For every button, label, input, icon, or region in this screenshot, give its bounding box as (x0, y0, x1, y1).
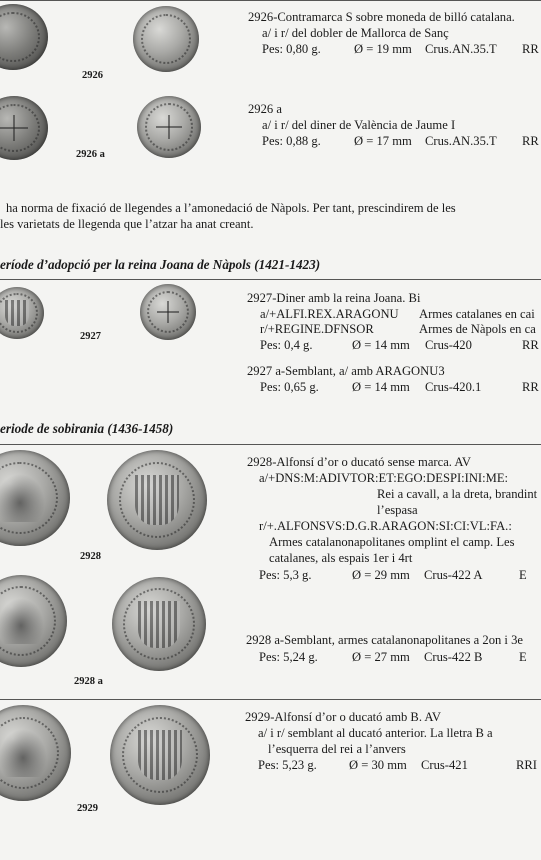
entry-2927a-title: 2927 a-Semblant, a/ amb ARAGONU3 (247, 364, 445, 378)
entry-2927a-weight: Pes: 0,65 g. (260, 380, 319, 394)
entry-2926a-ref: Crus.AN.35.T (425, 134, 497, 148)
entry-2926a-rarity: RR (522, 134, 539, 148)
entry-2927-weight: Pes: 0,4 g. (260, 338, 313, 352)
coin-2926a-caption: 2926 a (76, 149, 105, 160)
entry-2926-ref: Crus.AN.35.T (425, 42, 497, 56)
coin-2928-reverse (107, 450, 207, 550)
coin-2926-obverse (0, 4, 48, 70)
entry-2929-diameter: Ø = 30 mm (349, 758, 407, 772)
entry-2929-weight: Pes: 5,23 g. (258, 758, 317, 772)
coin-2926-caption: 2926 (82, 70, 103, 81)
entry-2926a-weight: Pes: 0,88 g. (262, 134, 321, 148)
entry-2928-ref: Crus-422 A (424, 568, 483, 582)
coin-2928a-obverse (0, 575, 67, 667)
entry-2928a-rarity: E (519, 650, 527, 664)
entry-2928-reverse-desc-1: Armes catalanonapolitanes omplint el camp. Les (269, 535, 515, 549)
entry-2926a-desc: a/ i r/ del diner de València de Jaume I (262, 118, 456, 132)
entry-2926a-diameter: Ø = 17 mm (354, 134, 412, 148)
entry-2928-obverse-desc-2: l’espasa (377, 503, 418, 517)
entry-2928-title: 2928-Alfonsí d’or o ducató sense marca. AV (247, 455, 471, 469)
coin-2928a-reverse (112, 577, 206, 671)
entry-2929-rarity: RRI (516, 758, 537, 772)
coin-2928-caption: 2928 (80, 551, 101, 562)
coin-2929-obverse (0, 705, 71, 801)
top-rule (0, 0, 541, 1)
entry-2926-desc: a/ i r/ del dobler de Mallorca de Sanç (262, 26, 449, 40)
entry-2928-reverse-desc-2: catalanes, als espais 1er i 4rt (269, 551, 413, 565)
coin-2926-reverse (133, 6, 199, 72)
entry-2929-desc-1: a/ i r/ semblant al ducató anterior. La lletra B a (258, 726, 493, 740)
section-rule-1 (0, 279, 541, 280)
coin-2929-reverse (110, 705, 210, 805)
section-rule-3 (0, 699, 541, 700)
entry-2928a-diameter: Ø = 27 mm (352, 650, 410, 664)
intro-paragraph-line-1: ha norma de fixació de llegendes a l’amonedació de Nàpols. Per tant, prescindirem de les (6, 201, 456, 215)
entry-2928-obverse-legend: a/+DNS:M:ADIVTOR:ET:EGO:DESPI:INI:ME: (259, 471, 509, 485)
entry-2928a-weight: Pes: 5,24 g. (259, 650, 318, 664)
coin-2926a-reverse (137, 96, 201, 158)
entry-2926-weight: Pes: 0,80 g. (262, 42, 321, 56)
entry-2929-desc-2: l’esquerra del rei a l’anvers (268, 742, 406, 756)
section-rule-2 (0, 444, 541, 445)
entry-2926-rarity: RR (522, 42, 539, 56)
entry-2928a-ref: Crus-422 B (424, 650, 483, 664)
entry-2927-title: 2927-Diner amb la reina Joana. Bi (247, 291, 421, 305)
section-heading-adoption: eríode d’adopció per la reina Joana de Nàpols (1421-1423) (0, 257, 321, 272)
section-heading-sovereignty: eriode de sobirania (1436-1458) (0, 421, 174, 436)
entry-2927-rarity: RR (522, 338, 539, 352)
entry-2928-reverse-legend: r/+.ALFONSVS:D.G.R.ARAGON:SI:CI:VL:FA.: (259, 519, 512, 533)
entry-2926a-title: 2926 a (248, 102, 282, 116)
entry-2927-obverse-legend: a/+ALFI.REX.ARAGONU (260, 307, 399, 321)
entry-2927-diameter: Ø = 14 mm (352, 338, 410, 352)
coin-2928-obverse (0, 450, 70, 546)
entry-2928-diameter: Ø = 29 mm (352, 568, 410, 582)
coin-2927-obverse (0, 287, 44, 339)
entry-2927a-diameter: Ø = 14 mm (352, 380, 410, 394)
intro-paragraph-line-2: les varietats de llegenda que l’atzar ha anat creant. (0, 217, 254, 231)
entry-2927-reverse-legend: r/+REGINE.DFNSOR (260, 322, 374, 336)
entry-2927a-rarity: RR (522, 380, 539, 394)
entry-2927-reverse-desc: Armes de Nàpols en ca (419, 322, 536, 336)
coin-2927-caption: 2927 (80, 331, 101, 342)
coin-2926a-obverse (0, 96, 48, 160)
coin-2927-reverse (140, 284, 196, 340)
entry-2927-obverse-desc: Armes catalanes en cai (419, 307, 535, 321)
coin-2928a-caption: 2928 a (74, 676, 103, 687)
entry-2928-rarity: E (519, 568, 527, 582)
entry-2929-title: 2929-Alfonsí d’or o ducató amb B. AV (245, 710, 442, 724)
entry-2928-weight: Pes: 5,3 g. (259, 568, 312, 582)
entry-2927-ref: Crus-420 (425, 338, 472, 352)
entry-2926-title: 2926-Contramarca S sobre moneda de billó catalana. (248, 10, 515, 24)
entry-2928a-title: 2928 a-Semblant, armes catalanonapolitanes a 2on i 3e (246, 633, 523, 647)
coin-2929-caption: 2929 (77, 803, 98, 814)
entry-2927a-ref: Crus-420.1 (425, 380, 482, 394)
entry-2926-diameter: Ø = 19 mm (354, 42, 412, 56)
entry-2929-ref: Crus-421 (421, 758, 468, 772)
entry-2928-obverse-desc-1: Rei a cavall, a la dreta, brandint (377, 487, 538, 501)
